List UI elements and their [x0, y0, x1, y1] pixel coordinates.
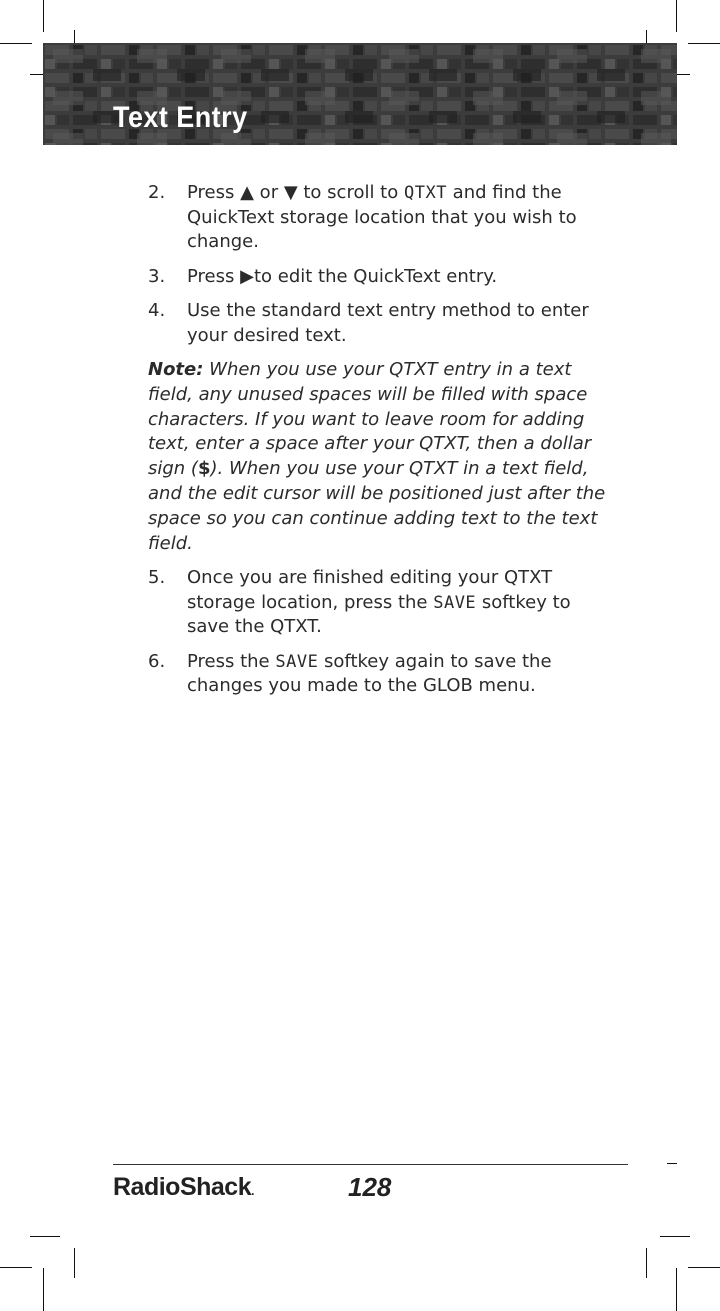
- lcd-text-qtxt: QTXT: [403, 183, 447, 203]
- step-4: 4. Use the standard text entry method to enter your desired text.: [148, 300, 589, 346]
- step-6: 6. Press the SAVE softkey again to save the changes you made to the GLOB menu.: [148, 650, 552, 697]
- up-triangle-icon: ▲: [240, 182, 254, 203]
- dollar-sign: $: [197, 458, 211, 480]
- right-triangle-icon: ▶: [240, 265, 254, 287]
- lcd-text-save: SAVE: [433, 592, 477, 613]
- document-body: [148, 181, 608, 709]
- step-3: 3. Press ▶to edit the QuickText entry.: [148, 265, 608, 290]
- lcd-text-save: SAVE: [275, 651, 319, 672]
- footer-rule: [113, 1164, 628, 1165]
- step-number: 5.: [148, 567, 166, 589]
- step-number: 4.: [148, 300, 166, 321]
- step-number: 2.: [148, 182, 166, 203]
- note-label: Note:: [148, 359, 204, 380]
- step-number: 3.: [148, 265, 166, 287]
- down-triangle-icon: ▼: [283, 182, 298, 203]
- page-number: 128: [348, 1172, 392, 1202]
- note-paragraph: Note: When you use your QTXT entry in a text field, any unused spaces will be filled with space characters. If you want to leave room for adding text, enter a space after your QTXT, then a dollar sign ($). When you use your QTXT in a text field, and the edit cursor will be positioned just after the space so you can continue adding text to the text field.: [148, 359, 606, 554]
- section-banner: [43, 43, 677, 145]
- step-2: 2. Press ▲ or ▼ to scroll to QTXT and find the QuickText storage location that you wish to change.: [148, 182, 577, 252]
- brand-logo: RadioShack.: [113, 1173, 254, 1201]
- step-5: 5. Once you are finished editing your QTXT storage location, press the SAVE softkey to save the QTXT.: [148, 567, 571, 638]
- step-number: 6.: [148, 650, 166, 672]
- page-title: Text Entry: [113, 101, 248, 134]
